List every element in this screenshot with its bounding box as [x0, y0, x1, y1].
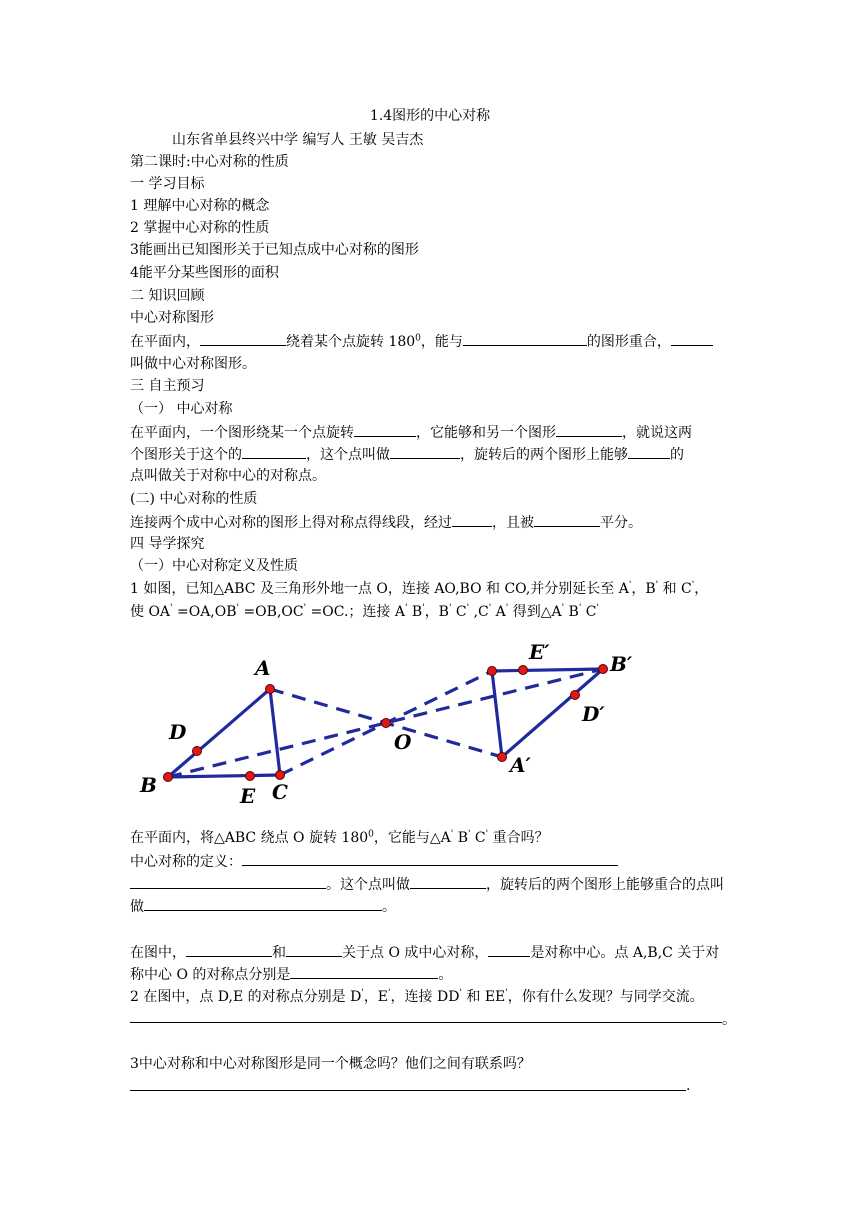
answer-line-1[interactable] [130, 1022, 722, 1023]
label-b: B [140, 773, 157, 797]
blank[interactable] [410, 874, 486, 889]
prime-mark: ' [488, 603, 492, 614]
text: ，它能与△A [373, 830, 451, 846]
text: ,C [469, 604, 489, 620]
prime-mark: ' [236, 603, 239, 614]
prime-mark: ' [466, 603, 470, 614]
text: =OC.；连接 A [306, 604, 405, 620]
answer-line-2[interactable] [130, 1090, 686, 1091]
page-title: 1.4图形的中心对称 [369, 108, 491, 124]
blank[interactable] [130, 874, 326, 889]
text: 是对称中心。点 A,B,C 关于对 [530, 945, 720, 961]
text: 2 在图中，点 D,E 的对称点分别是 D [130, 989, 362, 1005]
question-1-line-2 [130, 602, 599, 622]
text: 在图中， [130, 945, 186, 961]
preview-line-3: 点叫做关于对称中心的对称点。 [130, 468, 326, 484]
blank[interactable] [390, 444, 460, 459]
blank[interactable] [290, 964, 438, 979]
answer-line-1-end: 。 [722, 1012, 736, 1028]
text: A [491, 604, 506, 620]
prime-mark: ' [596, 603, 599, 614]
question-1-line-1 [130, 579, 708, 599]
text: 平分。 [600, 515, 642, 531]
point-b [164, 773, 173, 782]
text: ，旋转后的两个图形上能够 [460, 447, 628, 463]
definition-line-2 [130, 874, 724, 895]
text: ，能与 [420, 334, 463, 350]
segment-b2c2 [492, 669, 603, 671]
review-line-1 [130, 331, 713, 352]
text: 和 EE [461, 989, 506, 1005]
authors-line: 山东省单县终兴中学 编写人 王敏 吴吉杰 [172, 132, 424, 148]
text: ，E [363, 989, 389, 1005]
prime-mark: ' [422, 603, 425, 614]
text: 。这个点叫做 [326, 877, 410, 893]
blank[interactable] [242, 444, 306, 459]
segment-bc [168, 775, 280, 777]
section-3-heading: 三 自主预习 [130, 378, 205, 394]
point-a-prime [498, 753, 507, 762]
segment-ca [270, 689, 280, 775]
figure-question-line-2 [130, 964, 452, 985]
prime-mark: ' [404, 603, 408, 614]
text: 重合吗？ [488, 830, 549, 846]
text: =OA,OB [172, 604, 237, 620]
prime-mark: ' [655, 580, 659, 591]
text: ，你有什么发现？与同学交流。 [507, 989, 704, 1005]
label-d: D [169, 720, 187, 744]
blank[interactable] [200, 331, 286, 346]
prime-mark: ' [448, 603, 452, 614]
definition-line-1 [130, 851, 618, 872]
text: B [453, 830, 468, 846]
goal-item: 1 理解中心对称的概念 [130, 198, 270, 214]
blank[interactable] [186, 942, 272, 957]
lesson-title: 第二课时:中心对称的性质 [130, 154, 289, 170]
text: ， [694, 581, 709, 597]
prime-mark: ' [361, 988, 364, 999]
label-e-prime: E′ [529, 640, 550, 664]
prime-mark: ' [450, 829, 454, 840]
prime-mark: ' [505, 603, 509, 614]
blank[interactable] [556, 422, 622, 437]
central-symmetry-figure [128, 635, 648, 810]
point-e [246, 772, 255, 781]
definition-line-3 [130, 896, 396, 917]
blank[interactable] [242, 851, 618, 866]
label-a-prime: A′ [510, 753, 531, 777]
point-e-prime [519, 666, 528, 675]
figure-question-line-1 [130, 942, 719, 963]
preview-line-1 [130, 422, 692, 443]
text: 连接两个成中心对称的图形上得对称点得线段，经过 [130, 515, 452, 531]
goal-item: 2 掌握中心对称的性质 [130, 220, 270, 236]
text: 和 [272, 945, 286, 961]
point-b-prime [599, 665, 608, 674]
point-o [382, 719, 391, 728]
prime-mark: ' [303, 603, 307, 614]
text: 在平面内，一个图形绕某一个点旋转 [130, 425, 354, 441]
section-1-heading: 一 学习目标 [130, 176, 205, 192]
prime-mark: ' [388, 988, 391, 999]
section-3-sub-1: （一） 中心对称 [130, 401, 233, 417]
question-3: 3中心对称和中心对称图形是同一个概念吗？他们之间有联系吗？ [130, 1056, 531, 1072]
text: B [564, 604, 579, 620]
text: 。 [438, 967, 453, 983]
text: 关于点 O 成中心对称， [342, 945, 489, 961]
text: =OB,OC [239, 604, 304, 620]
text: ，旋转后的两个图形上能够重合的点叫 [486, 877, 724, 893]
section-4-heading: 四 导学探究 [130, 536, 205, 552]
label-d-prime: D′ [582, 702, 605, 726]
text: 称中心 O 的对称点分别是 [130, 967, 291, 983]
rotate-question [130, 828, 549, 848]
point-c [276, 771, 285, 780]
text: 使 OA [130, 604, 171, 620]
section-2-heading: 二 知识回顾 [130, 288, 205, 304]
prime-mark: ' [459, 988, 462, 999]
answer-line-2-end: . [686, 1078, 691, 1094]
preview-line-2 [130, 444, 684, 465]
blank[interactable] [628, 444, 670, 459]
section-4-subheading: （一）中心对称定义及性质 [130, 558, 298, 574]
text: 中心对称的定义： [130, 854, 242, 870]
blank[interactable] [463, 331, 587, 346]
text: 1 如图，已知△ABC 及三角形外地一点 O，连接 AO,BO 和 CO,并分别延长至 A [130, 581, 629, 597]
text: C [470, 830, 486, 846]
text: C [451, 604, 467, 620]
label-o: O [394, 730, 412, 754]
text: 的 [670, 447, 684, 463]
blank[interactable] [452, 512, 492, 527]
superscript: 0 [415, 333, 421, 344]
text: 。 [382, 899, 396, 915]
blank[interactable] [144, 896, 382, 911]
text: ，连接 DD [390, 989, 460, 1005]
text: 和 C [658, 581, 692, 597]
text: 个图形关于这个的 [130, 447, 242, 463]
text: C [581, 604, 597, 620]
blank[interactable] [286, 942, 342, 957]
text: ，它能够和另一个图形 [416, 425, 556, 441]
text: 在平面内， [130, 334, 200, 350]
point-c-prime [488, 667, 497, 676]
prime-mark: ' [691, 580, 695, 591]
blank[interactable] [671, 331, 713, 346]
goal-item: 3能画出已知图形关于已知点成中心对称的图形 [130, 242, 419, 258]
prime-mark: ' [505, 988, 508, 999]
property-line [130, 512, 642, 533]
prime-mark: ' [578, 603, 582, 614]
text: B [407, 604, 423, 620]
section-3-sub-2: (二) 中心对称的性质 [130, 491, 258, 507]
segment-c2a2 [492, 671, 502, 757]
section-2-subheading: 中心对称图形 [130, 310, 214, 326]
goal-item: 4能平分某些图形的面积 [130, 265, 279, 281]
point-d [193, 747, 202, 756]
superscript: 0 [368, 829, 374, 840]
blank[interactable] [488, 942, 530, 957]
text: 在平面内，将△ABC 绕点 O 旋转 180 [130, 830, 369, 846]
prime-mark: ' [468, 829, 471, 840]
label-e: E [240, 784, 256, 808]
text: ，B [631, 581, 656, 597]
blank[interactable] [534, 512, 600, 527]
blank[interactable] [354, 422, 416, 437]
text: ，就说这两 [622, 425, 692, 441]
label-c: C [272, 780, 288, 804]
point-a [266, 685, 275, 694]
prime-mark: ' [628, 580, 632, 591]
review-line-2: 叫做中心对称图形。 [130, 356, 256, 372]
text: ，且被 [492, 515, 534, 531]
text: 的图形重合， [586, 334, 671, 350]
point-d-prime [571, 691, 580, 700]
prime-mark: ' [485, 829, 489, 840]
label-a: A [255, 656, 271, 680]
text: ，这个点叫做 [306, 447, 390, 463]
label-b-prime: B′ [610, 652, 633, 676]
text: 得到△A [508, 604, 562, 620]
text: 做 [130, 899, 144, 915]
text: 绕着某个点旋转 180 [286, 334, 416, 350]
text: ，B [424, 604, 449, 620]
prime-mark: ' [170, 603, 173, 614]
prime-mark: ' [561, 603, 565, 614]
question-2 [130, 987, 704, 1007]
